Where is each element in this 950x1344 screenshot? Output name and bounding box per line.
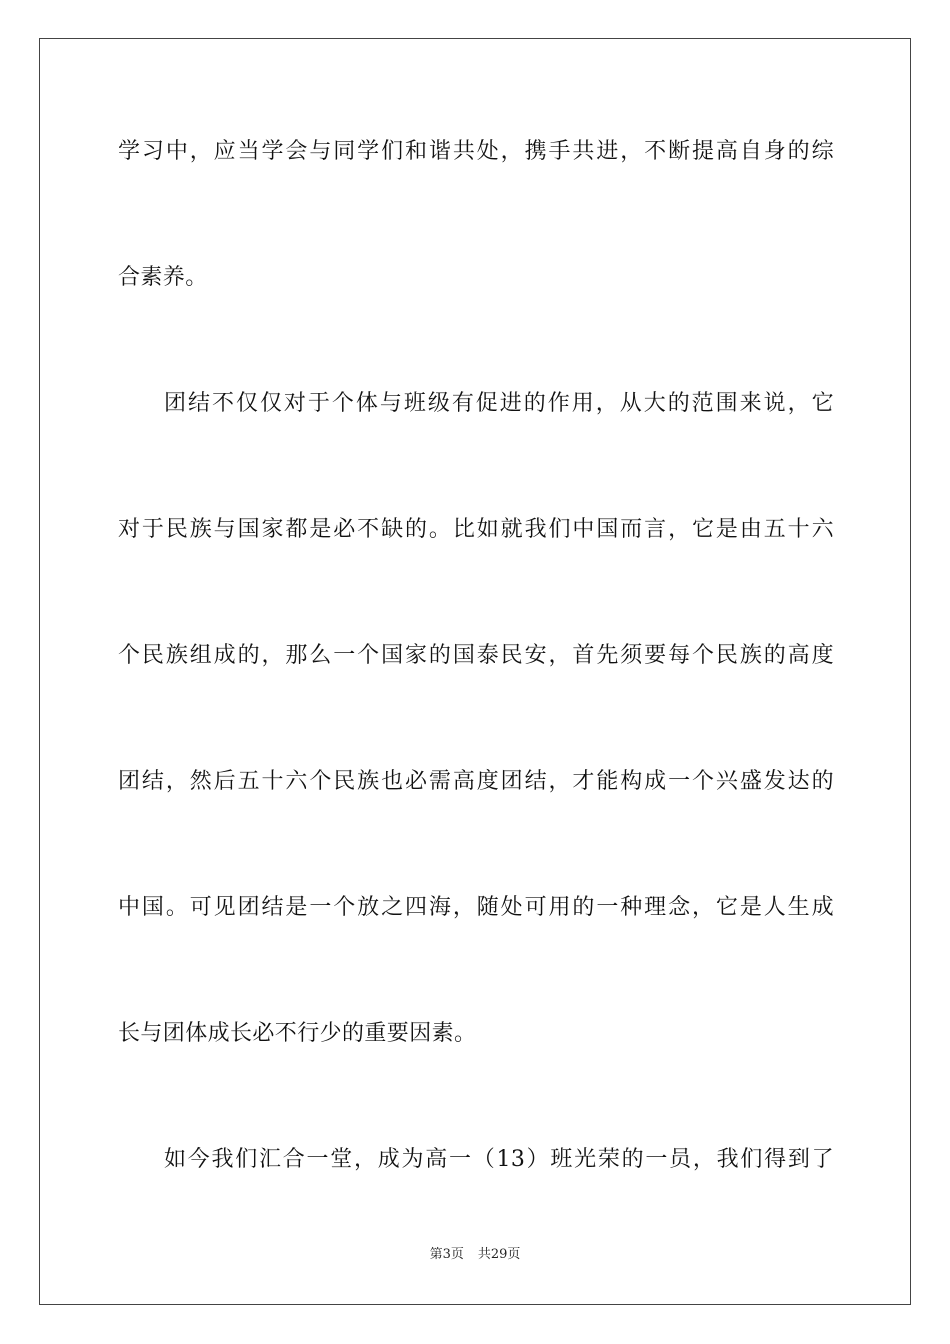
page-footer (0, 1246, 950, 1264)
text-line-6: 团结，然后五十六个民族也必需高度团结，才能构成一个兴盛发达的 (118, 769, 834, 794)
text-line-3: 团结不仅仅对于个体与班级有促进的作用，从大的范围来说，它 (164, 391, 834, 416)
page-number: 第3页 (429, 1247, 464, 1262)
text-line-5: 个民族组成的，那么一个国家的国泰民安，首先须要每个民族的高度 (118, 643, 834, 668)
text-line-7: 中国。可见团结是一个放之四海，随处可用的一种理念，它是人生成 (118, 895, 834, 920)
page-border (39, 38, 911, 1305)
text-line-1: 学习中，应当学会与同学们和谐共处，携手共进，不断提高自身的综 (118, 139, 834, 164)
text-line-4: 对于民族与国家都是必不缺的。比如就我们中国而言，它是由五十六 (118, 517, 834, 542)
text-line-2: 合素养。 (118, 265, 208, 290)
text-line-9: 如今我们汇合一堂，成为高一（13）班光荣的一员，我们得到了 (164, 1147, 834, 1172)
page-total: 共29页 (477, 1247, 521, 1262)
text-line-8: 长与团体成长必不行少的重要因素。 (118, 1021, 477, 1046)
